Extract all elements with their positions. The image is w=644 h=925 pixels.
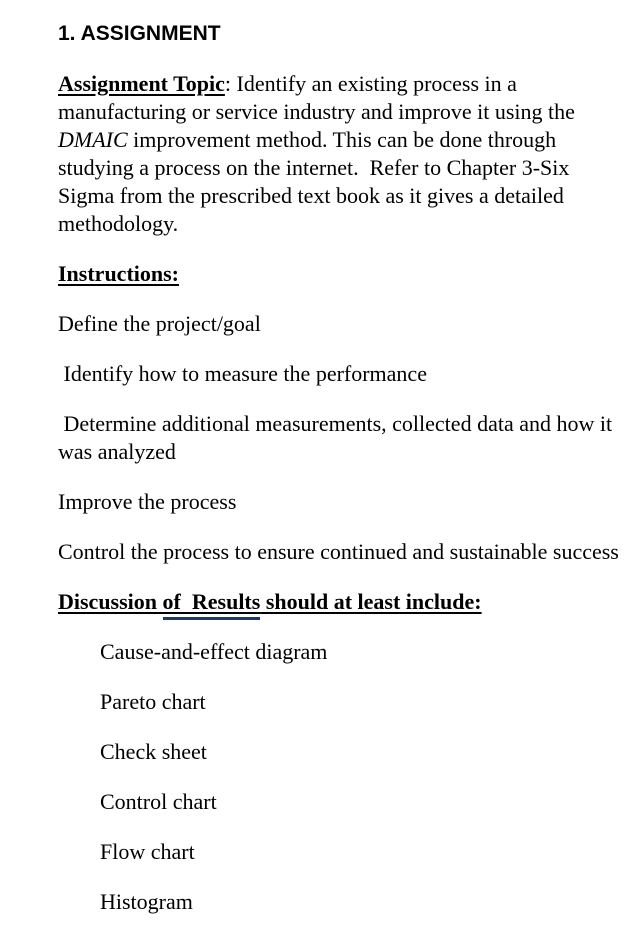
list-item: Pareto chart — [100, 689, 206, 714]
text-line — [58, 488, 638, 516]
instruction-control — [58, 538, 638, 566]
text-line — [58, 310, 638, 338]
text-segment: Instructions: — [58, 261, 180, 286]
text-segment: studying a process on the internet. Refer to Chapter 3-Six — [58, 155, 570, 180]
text-segment: of Results — [163, 589, 261, 620]
text-segment: was analyzed — [58, 439, 176, 464]
list-item: Histogram — [100, 889, 193, 914]
assignment-topic-paragraph — [58, 70, 638, 238]
text-segment: improvement method. This can be done through — [127, 127, 557, 152]
text-segment: DMAIC — [58, 127, 128, 152]
text-segment: manufacturing or service industry and improve it using the — [58, 99, 575, 124]
text-line — [58, 126, 638, 154]
text-segment: Identify how to measure the performance — [58, 361, 427, 386]
instructions-heading — [58, 260, 638, 288]
text-line — [58, 182, 638, 210]
text-segment: methodology. — [58, 211, 179, 236]
instruction-analyze — [58, 410, 638, 466]
text-line — [58, 210, 638, 238]
text-line — [58, 438, 638, 466]
text-line — [58, 538, 638, 566]
text-segment: Control the process to ensure continued and sustainable success — [58, 539, 619, 564]
text-segment: Assignment Topic — [58, 71, 225, 96]
list-item: Check sheet — [100, 739, 207, 764]
results-list — [58, 638, 638, 916]
text-segment: Discussion — [58, 589, 163, 614]
document-body — [58, 22, 638, 916]
instruction-define — [58, 310, 638, 338]
text-segment: Define the project/goal — [58, 311, 261, 336]
list-item: Control chart — [100, 789, 217, 814]
instruction-measure — [58, 360, 638, 388]
text-line — [58, 154, 638, 182]
text-line — [58, 70, 638, 98]
text-segment: should at least include: — [260, 589, 482, 614]
section-heading: 1. ASSIGNMENT — [58, 22, 221, 45]
text-segment: Determine additional measurements, collected data and how it — [58, 411, 613, 436]
text-line — [58, 260, 638, 288]
text-segment: : Identify an existing process in a — [224, 71, 517, 96]
list-item: Cause-and-effect diagram — [100, 639, 328, 664]
text-line — [58, 410, 638, 438]
instruction-improve — [58, 488, 638, 516]
text-line — [58, 360, 638, 388]
text-segment: Sigma from the prescribed text book as it gives a detailed — [58, 183, 564, 208]
text-line — [58, 98, 638, 126]
discussion-heading — [58, 588, 638, 616]
text-segment: Improve the process — [58, 489, 237, 514]
text-line — [58, 588, 638, 616]
list-item: Flow chart — [100, 839, 195, 864]
